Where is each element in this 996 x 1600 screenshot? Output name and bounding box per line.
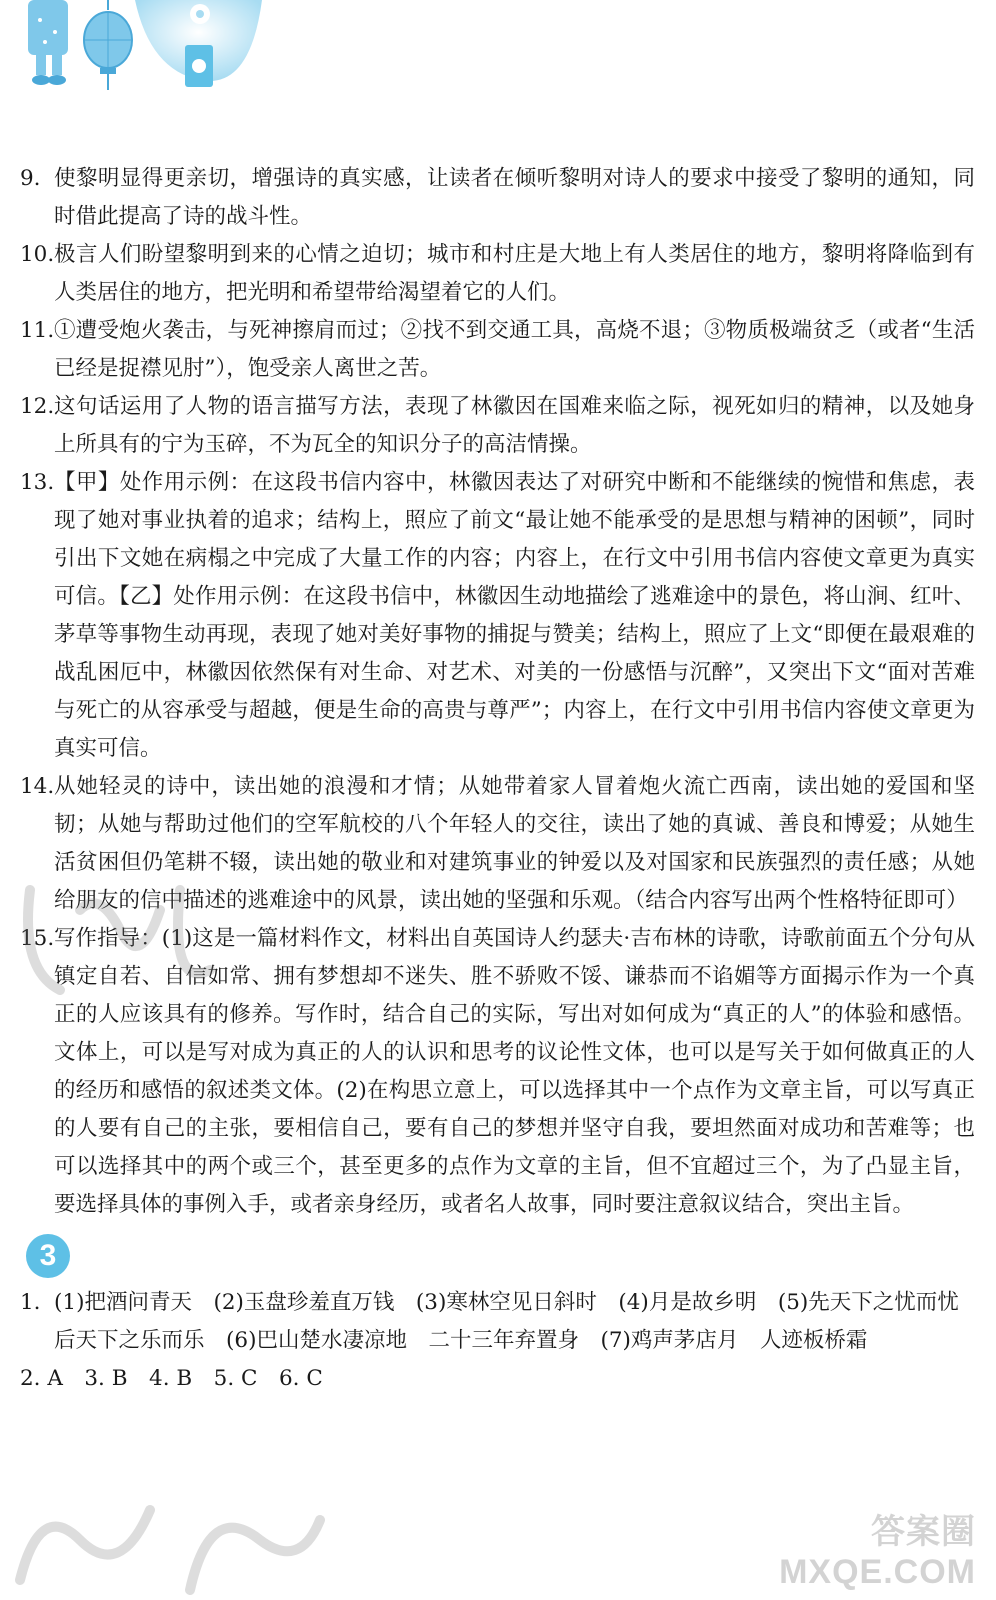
answer-item: [20, 920, 975, 1224]
answer-number: 15.: [20, 926, 55, 951]
answer-text: ①遭受炮火袭击，与死神擦肩而过；②找不到交通工具，高烧不退；③物质极端贫乏（或者“生活已经是捉襟见肘”），饱受亲人离世之苦。: [54, 318, 975, 381]
answer-item: [20, 768, 975, 920]
answer-number: 9.: [20, 166, 41, 191]
answer-text: (1)把酒问青天 (2)玉盘珍羞直万钱 (3)寒林空见日斜时 (4)月是故乡明 (5)先天下之忧而忧 后天下之乐而乐 (6)巴山楚水凄凉地 二十三年弃置身 (7)鸡声茅店月 人迹板桥霜: [54, 1290, 981, 1353]
answer-number: 10.: [20, 242, 55, 267]
answer-number: 12.: [20, 394, 55, 419]
section-3-answers: [20, 1284, 981, 1398]
answer-item: [20, 388, 975, 464]
answer-text: 写作指导：(1)这是一篇材料作文，材料出自英国诗人约瑟夫·吉布林的诗歌，诗歌前面五个分句从镇定自若、自信如常、拥有梦想却不迷失、胜不骄败不馁、谦恭而不谄媚等方面揭示作为一个真正的人应该具有的修养。写作时，结合自己的实际，写出对如何成为“真正的人”的体验和感悟。文体上，可以是写对成为真正的人的认识和思考的议论性文体，也可以是写关于如何做真正的人的经历和感悟的叙述类文体。(2)在构思立意上，可以选择其中一个点作为文章主旨，可以写真正的人要有自己的主张，要相信自己，要有自己的梦想并坚守自我，要坦然面对成功和苦难等；也可以选择其中的两个或三个，甚至更多的点作为文章的主旨，但不宜超过三个，为了凸显主旨，要选择具体的事例入手，或者亲身经历，或者名人故事，同时要注意叙议结合，突出主旨。: [54, 926, 975, 1217]
watermark-scribble: [0, 1480, 340, 1600]
answer-text: 这句话运用了人物的语言描写方法，表现了林徽因在国难来临之际，视死如归的精神，以及她身上所具有的宁为玉碎，不为瓦全的知识分子的高洁情操。: [54, 394, 975, 457]
section-number-badge: 3: [26, 1234, 70, 1278]
watermark-brand: 答案圈: [871, 1513, 976, 1551]
answer-text: 从她轻灵的诗中，读出她的浪漫和才情；从她带着家人冒着炮火流亡西南，读出她的爱国和坚韧；从她与帮助过他们的空军航校的八个年轻人的交往，读出了她的真诚、善良和博爱；从她生活贫困但仍笔耕不辍，读出她的敬业和对建筑事业的钟爱以及对国家和民族强烈的责任感；从她给朋友的信中描述的逃难途中的风景，读出她的坚强和乐观。（结合内容写出两个性格特征即可）: [54, 774, 975, 913]
answer-item: [20, 312, 975, 388]
answer-text: 【甲】处作用示例：在这段书信内容中，林徽因表达了对研究中断和不能继续的惋惜和焦虑，表现了她对事业执着的追求；结构上，照应了前文“最让她不能承受的是思想与精神的困顿”，同时引出下文她在病榻之中完成了大量工作的内容；内容上，在行文中引用书信内容使文章更为真实可信。【乙】处作用示例：在这段书信中，林徽因生动地描绘了逃难途中的景色，将山涧、红叶、茅草等事物生动再现，表现了她对美好事物的捕捉与赞美；结构上，照应了上文“即便在最艰难的战乱困厄中，林徽因依然保有对生命、对艺术、对美的一份感悟与沉醉”，又突出下文“面对苦难与死亡的从容承受与超越，便是生命的高贵与尊严”；内容上，在行文中引用书信内容使文章更为真实可信。: [54, 470, 975, 761]
answer-number: 11.: [20, 318, 55, 343]
answer-item: [20, 1284, 981, 1360]
answer-number: 14.: [20, 774, 55, 799]
answer-number: 1.: [20, 1290, 41, 1315]
answer-text: 极言人们盼望黎明到来的心情之迫切；城市和村庄是大地上有人类居住的地方，黎明将降临到有人类居住的地方，把光明和希望带给渴望着它的人们。: [54, 242, 975, 305]
watermark-url: MXQE.COM: [779, 1553, 976, 1591]
answer-item: [20, 1360, 975, 1398]
answer-content: [20, 160, 981, 1398]
answer-item: [20, 236, 975, 312]
answer-item: [20, 464, 975, 768]
header-illustration: [0, 0, 270, 100]
answer-number: 13.: [20, 470, 55, 495]
watermark-site: [779, 1504, 976, 1592]
answer-text: 使黎明显得更亲切，增强诗的真实感，让读者在倾听黎明对诗人的要求中接受了黎明的通知，同时借此提高了诗的战斗性。: [54, 166, 975, 229]
answer-item: [20, 160, 975, 236]
choice-answers-line: 2. A 3. B 4. B 5. C 6. C: [20, 1366, 323, 1391]
